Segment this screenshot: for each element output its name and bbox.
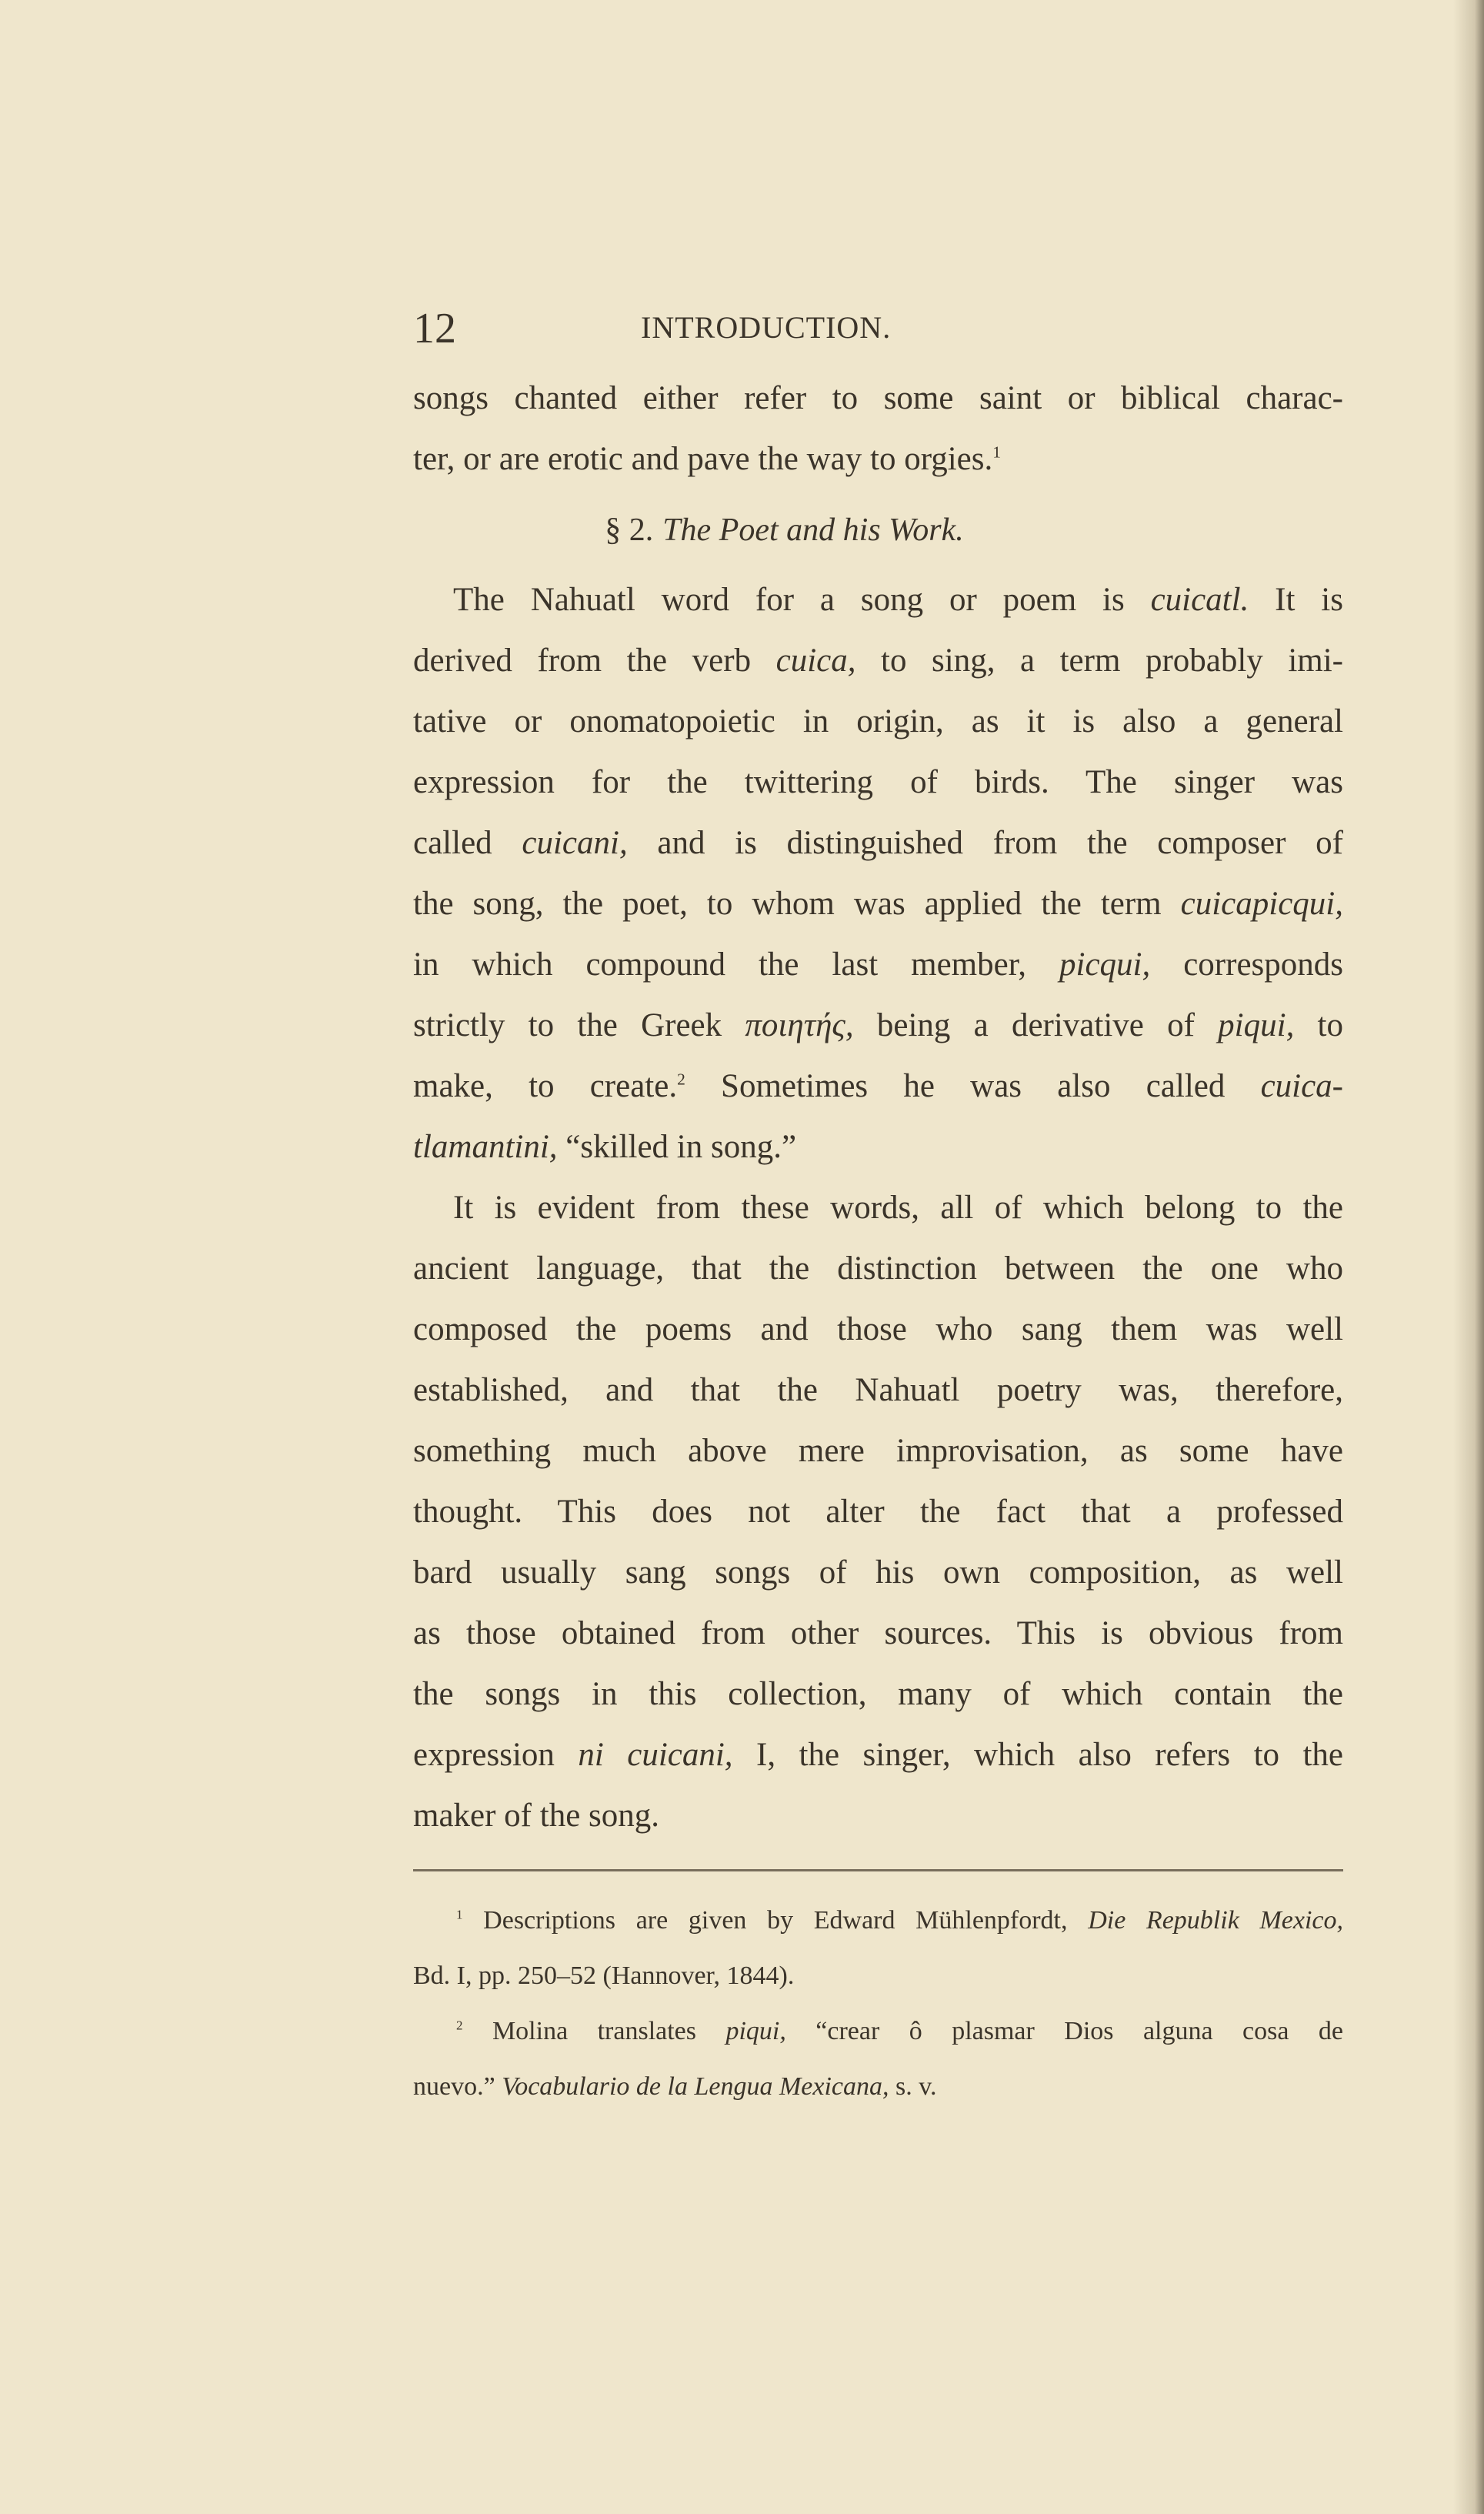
page-edge-shadow — [1453, 0, 1484, 2514]
text-line — [413, 1177, 1343, 1238]
text-line — [413, 934, 1343, 995]
text-line — [413, 1603, 1343, 1664]
text-line — [413, 752, 1343, 813]
text-line — [413, 2059, 1343, 2115]
text-span: Sometimes he was also called — [685, 1068, 1261, 1104]
footnotes — [413, 1893, 1343, 2115]
italic-term: ni cuicani, — [578, 1737, 733, 1773]
text-line — [413, 1481, 1343, 1542]
text-span: The Nahuatl word for a song or poem is — [453, 582, 1151, 618]
text-span: derived from the verb — [413, 643, 776, 679]
text-span: composed the poems and those who sang them was well — [413, 1311, 1343, 1347]
italic-term: picqui, — [1059, 947, 1151, 983]
text-span: and is distinguished from the composer of — [627, 825, 1343, 861]
italic-term: piqui, — [1218, 1007, 1295, 1043]
text-span: called — [413, 825, 522, 861]
italic-term: Vocabulario de la Lengua Mexicana, — [502, 2072, 889, 2101]
text-span: maker of the song. — [413, 1798, 660, 1834]
body-main — [413, 569, 1343, 1846]
text-span: “crear ô plasmar Dios alguna cosa de — [785, 2017, 1343, 2045]
text-span: make, to create. — [413, 1068, 678, 1104]
italic-term: ποιητής, — [745, 1007, 854, 1043]
text-line — [413, 1299, 1343, 1360]
text-line — [413, 1360, 1343, 1421]
text-span: It is — [1249, 582, 1343, 618]
footnote-rule — [413, 1869, 1343, 1871]
text-line — [413, 569, 1343, 630]
text-span: strictly to the Greek — [413, 1007, 745, 1043]
italic-term: piqui, — [725, 2017, 786, 2045]
italic-term: cuicatl. — [1150, 582, 1249, 618]
text-span: tative or onomatopoietic in origin, as it is also a general — [413, 703, 1343, 740]
text-line — [413, 1238, 1343, 1299]
text-span: I, the singer, which also refers to the — [732, 1737, 1343, 1773]
footnote-marker: 1 — [456, 1907, 463, 1922]
italic-term: cuicapicqui, — [1180, 886, 1343, 922]
text-span: being a derivative of — [853, 1007, 1219, 1043]
text-line — [413, 368, 1343, 429]
text-line — [413, 995, 1343, 1056]
text-span: s. v. — [889, 2072, 937, 2101]
text-span: thought. This does not alter the fact that a professed — [413, 1494, 1343, 1530]
text-span: expression — [413, 1737, 579, 1773]
text-line — [413, 1117, 1343, 1177]
text-line — [413, 813, 1343, 873]
text-line — [413, 1542, 1343, 1603]
italic-term: cuica, — [775, 643, 856, 679]
text-span: Bd. I, pp. 250–52 (Hannover, 1844). — [413, 1961, 795, 1990]
text-span: “skilled in song.” — [557, 1129, 797, 1165]
text-line — [413, 1785, 1343, 1846]
running-title: INTRODUCTION. — [641, 310, 892, 345]
section-title: The Poet and his Work. — [662, 512, 964, 548]
text-span: to sing, a term probably imi- — [855, 643, 1343, 679]
text-span: Descriptions are given by Edward Mühlenpfordt, — [462, 1906, 1089, 1935]
text-span: bard usually sang songs of his own composition, as well — [413, 1554, 1343, 1591]
text-line — [413, 429, 1343, 489]
text-line — [413, 1664, 1343, 1724]
text-span: nuevo.” — [413, 2072, 502, 2101]
section-heading — [0, 512, 1484, 549]
text-span: corresponds — [1150, 947, 1343, 983]
text-span: It is evident from these words, all of which belong to the — [453, 1190, 1343, 1226]
page-number: 12 — [413, 305, 456, 352]
text-span: to — [1294, 1007, 1343, 1043]
text-span: something much above mere improvisation, as some have — [413, 1433, 1343, 1469]
text-span: as those obtained from other sources. This is obvious from — [413, 1615, 1343, 1651]
text-span: established, and that the Nahuatl poetry was, therefore, — [413, 1372, 1343, 1408]
italic-term: cuicani, — [522, 825, 628, 861]
text-line — [413, 630, 1343, 691]
body-top — [413, 368, 1343, 489]
text-line — [413, 691, 1343, 752]
text-line — [413, 1724, 1343, 1785]
italic-term: cuica- — [1260, 1068, 1343, 1104]
italic-term: tlamantini, — [413, 1129, 558, 1165]
text-line — [413, 1893, 1343, 1948]
text-line — [413, 1421, 1343, 1481]
footnote-marker: 2 — [456, 2018, 463, 2033]
section-number: § 2. — [605, 512, 654, 548]
text-span: expression for the twittering of birds. The singer was — [413, 764, 1343, 800]
text-span: songs chanted either refer to some saint or biblical charac- — [413, 380, 1343, 416]
text-span: ter, or are erotic and pave the way to orgies. — [413, 441, 993, 477]
italic-term: Die Republik Mexico, — [1088, 1906, 1343, 1935]
text-span: the song, the poet, to whom was applied the term — [413, 886, 1181, 922]
text-line — [413, 873, 1343, 934]
footnote-marker: 1 — [992, 442, 1002, 462]
text-span: the songs in this collection, many of which contain the — [413, 1676, 1343, 1712]
footnote-marker: 2 — [677, 1070, 685, 1089]
text-span: ancient language, that the distinction between the one who — [413, 1250, 1343, 1287]
text-line — [413, 2004, 1343, 2059]
text-span: in which compound the last member, — [413, 947, 1060, 983]
text-line — [413, 1056, 1343, 1117]
text-line — [413, 1948, 1343, 2004]
text-span: Molina translates — [462, 2017, 726, 2045]
